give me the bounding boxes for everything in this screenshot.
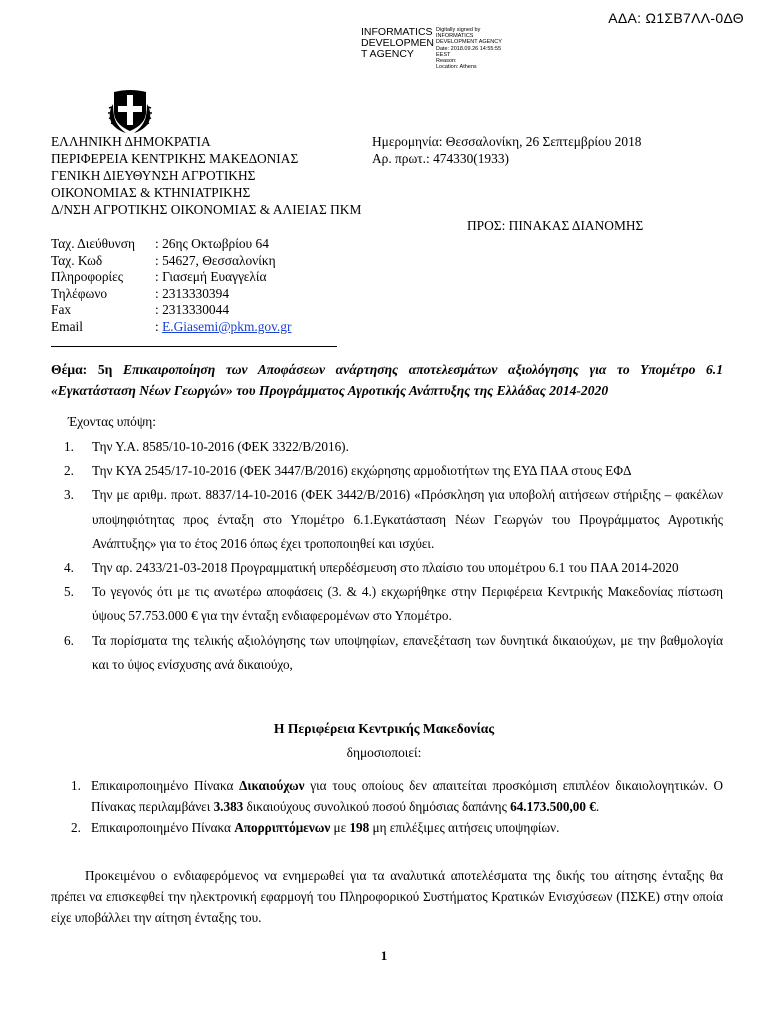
authority-line: ΟΙΚΟΝΟΜΙΑΣ & ΚΤΗΝΙΑΤΡΙΚΗΣ [51,185,251,200]
issuing-authority-block [51,133,361,218]
item-text: Τα πορίσματα της τελικής αξιολόγησης των υποψηφίων, επανεξέταση των δυνητικά δικαιούχων, με την βαθμολογία και το ύψος ενίσχυσης ανά δικαιούχο, [92,632,723,672]
authority-heading: Η Περιφέρεια Κεντρικής Μακεδονίας [273,721,495,736]
authority-line: ΓΕΝΙΚΗ ΔΙΕΥΘΥΝΣΗ ΑΓΡΟΤΙΚΗΣ [51,168,256,183]
document-date-block [372,133,641,167]
publications-list [51,775,723,838]
list-item [51,580,723,628]
list-item [51,435,723,459]
total-amount: 64.173.500,00 € [510,799,596,814]
subject-text: Επικαιροποίηση των Αποφάσεων ανάρτησης αποτελεσμάτων αξιολόγησης για το Υπομέτρο 6.1 «Εγκατάσταση Νέων Γεωργών» του Προγράμματος Αγροτικής Ανάπτυξης της Ελλάδας 2014-2020 [51,362,724,398]
final-paragraph: Προκειμένου ο ενδιαφερόμενος να ενημερωθεί για τα αναλυτικά αποτελέσματα της δικής του αίτησης ένταξης θα πρέπει να επισκεφθεί την ηλεκτρονική εφαρμογή του Πληροφορικού Συστήματος Κρατικών Ενισχύσεων (ΠΣΚΕ) στην οποία είχε υποβάλλει την αίτηση ένταξης του. [51,868,723,925]
text-fragment: Επικαιροποιημένο Πίνακα [91,778,240,793]
text-fragment: Επικαιροποιημένο Πίνακα [91,820,235,835]
digital-signature-details [436,27,531,70]
greek-coat-of-arms-emblem [104,84,156,136]
list-item [51,775,723,817]
contact-key: Fax [51,302,72,317]
contact-key: Email [51,318,83,334]
list-item [51,556,723,580]
publishes-label: δημοσιοποιεί: [346,745,422,760]
text-fragment: . [595,799,600,814]
ada-code: ΑΔΑ: Ω1ΣΒ7ΛΛ-0ΔΘ [608,10,744,26]
contact-row [51,253,291,270]
signature-line: INFORMATICS [436,33,474,40]
contact-key: Πληροφορίες [51,269,124,284]
text-fragment: δικαιούχους συνολικού ποσού δημόσιας δαπάνης [243,799,511,814]
signature-line: Digitally signed by [436,27,481,33]
item-number: 3. [64,487,74,503]
rejected-count: 198 [349,820,370,835]
authority-line: Δ/ΝΣΗ ΑΓΡΟΤΙΚΗΣ ΟΙΚΟΝΟΜΙΑΣ & ΑΛΙΕΙΑΣ ΠΚΜ [51,202,362,217]
signature-line: DEVELOPMENT AGENCY [436,39,502,46]
considering-heading: Έχοντας υπόψη: [68,414,156,429]
authority-line: ΕΛΛΗΝΙΚΗ ΔΗΜΟΚΡΑΤΙΑ [51,134,211,149]
authority-line: ΠΕΡΙΦΕΡΕΙΑ ΚΕΝΤΡΙΚΗΣ ΜΑΚΕΔΟΝΙΑΣ [51,151,299,166]
contact-row [51,302,291,319]
contact-value: : 54627, Θεσσαλονίκη [155,252,276,268]
text-fragment: για τους οποίους δεν απαιτείται προσκόμιση επιπλέον δικαιολογητικών. Ο Πίνακας περιλαμβάνει [91,778,723,814]
signature-line: Location: Athens [436,64,477,71]
subject-line [51,359,723,401]
signature-line: Reason: [436,58,457,65]
protocol-number: Αρ. πρωτ.: 474330(1933) [372,151,509,166]
item-number: 2. [64,463,74,479]
list-item [51,459,723,483]
list-item [51,817,723,838]
item-number: 2. [71,820,81,835]
beneficiaries-count: 3.383 [213,799,244,814]
contact-key: Ταχ. Κωδ [51,252,103,268]
considerations-list [51,435,723,677]
contact-value: : 26ης Οκτωβρίου 64 [155,236,269,251]
item-text: Το γεγονός ότι με τις ανωτέρω αποφάσεις (3. & 4.) εκχωρήθηκε στην Περιφέρεια Κεντρικής Μακεδονίας πίστωση ύψους 57.753.000 € για την ένταξη ενδιαφερομένων στο Υπομέτρο. [92,584,723,624]
page-number: 1 [380,948,388,963]
list-item [51,483,723,556]
contact-value: : 2313330044 [155,302,230,317]
item-text [91,817,723,838]
signing-agency-name: INFORMATICS DEVELOPMEN T AGENCY [361,26,434,60]
subject-label: Θέμα: [51,362,88,377]
text-fragment: μη επιλέξιμες αιτήσεις υποψηφίων. [369,820,560,835]
item-text: Την με αριθμ. πρωτ. 8837/14-10-2016 (ΦΕΚ 3442/Β/2016) «Πρόσκληση για υποβολή αιτήσεων στήριξης – φακέλων υποψηφιότητας προς ένταξη στο Υπομέτρο 6.1.Εγκατάσταση Νέων Γεωργών του Προγράμματος Αγροτικής Ανάπτυξης» για το έτος 2016 όπως έχει τροποποιηθεί και ισχύει. [92,487,723,551]
signature-line: Date: 2018.09.26 14:55:55 [436,45,502,52]
item-number: 6. [64,632,74,648]
contact-value: : 2313330394 [155,285,230,301]
item-text: Την αρ. 2433/21-03-2018 Προγραμματική υπερδέσμευση στο πλαίσιο του υπομέτρου 6.1 του ΠΑΑ 2014-2020 [92,560,679,576]
contact-value: : Γιασεμή Ευαγγελία [155,269,267,284]
contact-key: Τηλέφωνο [51,285,108,301]
item-number: 5. [64,584,74,600]
contact-row [51,269,291,286]
subject-number: 5η [97,362,113,377]
contact-row [51,286,291,303]
item-text: Την Υ.Α. 8585/10-10-2016 (ΦΕΚ 3322/Β/2016). [92,439,349,454]
rejected-label: Απορριπτόμενων [234,820,331,835]
list-item [51,629,723,677]
item-number: 4. [64,560,74,576]
item-text: Την ΚΥΑ 2545/17-10-2016 (ΦΕΚ 3447/Β/2016) εκχώρησης αρμοδιοτήτων της ΕΥΔ ΠΑΑ στους ΕΦΔ [92,463,632,479]
contact-key: Ταχ. Διεύθυνση [51,236,135,251]
email-row [51,319,291,336]
item-number: 1. [64,439,74,454]
contact-details [51,236,291,335]
recipient: ΠΡΟΣ: ΠΙΝΑΚΑΣ ΔΙΑΝΟΜΗΣ [467,218,644,233]
signature-line: EEST [436,51,451,58]
text-fragment: με [330,820,350,835]
beneficiaries-label: Δικαιούχων [239,778,305,793]
item-text [91,775,723,817]
item-number: 1. [71,778,81,793]
email-colon: : [155,318,163,334]
email-link[interactable]: E.Giasemi@pkm.gov.gr [162,318,292,334]
contact-row [51,236,291,253]
header-divider [51,346,337,347]
document-date: Ημερομηνία: Θεσσαλονίκη, 26 Σεπτεμβρίου 2018 [372,134,642,149]
